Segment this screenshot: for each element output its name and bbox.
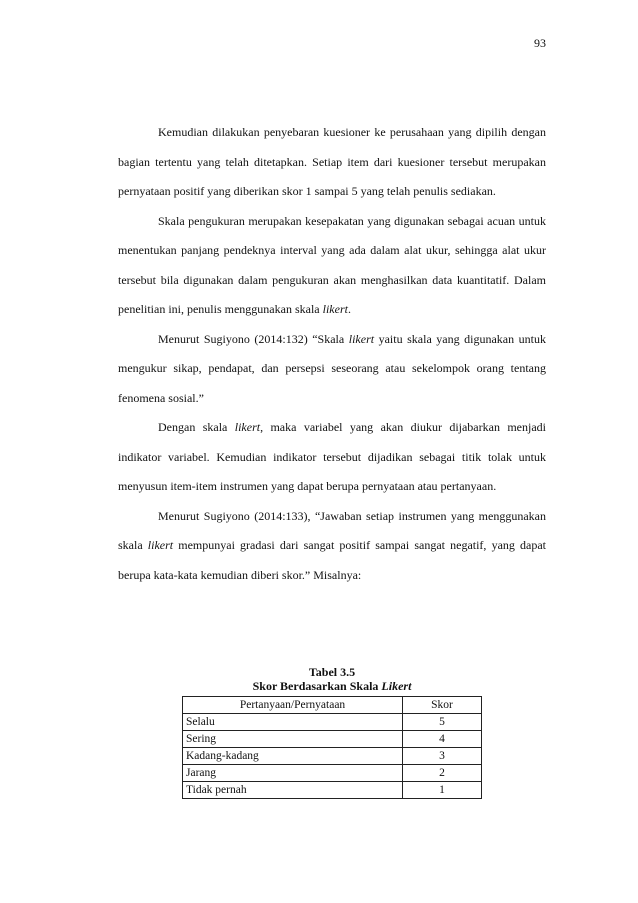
italic-term: likert bbox=[147, 538, 174, 552]
paragraph bbox=[118, 502, 546, 591]
paragraph-text: Menurut Sugiyono (2014:132) “Skala bbox=[158, 331, 349, 346]
paragraph-text: mempunyai gradasi dari sangat positif sampai sangat negatif, yang dapat berupa kata-kata kemudian diberi skor.” Misalnya: bbox=[118, 538, 547, 582]
paragraph bbox=[118, 118, 546, 207]
table-row bbox=[183, 714, 482, 731]
score-cell: 5 bbox=[403, 714, 482, 731]
body-text bbox=[118, 118, 546, 590]
paragraph bbox=[118, 413, 546, 502]
score-cell: 1 bbox=[403, 782, 482, 799]
header-response: Pertanyaan/Pernyataan bbox=[183, 697, 403, 714]
response-cell: Selalu bbox=[183, 714, 403, 731]
paragraph-text: . bbox=[347, 302, 351, 316]
italic-term: likert bbox=[322, 302, 348, 316]
paragraph-text: Kemudian dilakukan penyebaran kuesioner ke perusahaan yang dipilih dengan bagian tertentu yang telah ditetapkan. Setiap item dari kuesioner tersebut merupakan pernyataan positif yang diberikan skor 1 sampai 5 yang telah penulis sediakan. bbox=[118, 125, 546, 198]
paragraph-text: yaitu skala yang digunakan untuk mengukur sikap, pendapat, dan persepsi seseorang atau sekelompok orang tentang fenomena sosial.” bbox=[118, 331, 546, 405]
table-row bbox=[183, 782, 482, 799]
paragraph-text: Menurut Sugiyono (2014:133), “Jawaban setiap instrumen yang menggunakan skala bbox=[118, 508, 546, 552]
table-body bbox=[183, 714, 482, 799]
italic-term: likert bbox=[348, 331, 375, 346]
paragraph bbox=[118, 207, 546, 325]
likert-score-table bbox=[182, 696, 482, 799]
page-number: 93 bbox=[534, 36, 546, 50]
table-row bbox=[183, 765, 482, 782]
response-cell: Kadang-kadang bbox=[183, 748, 403, 765]
response-cell: Jarang bbox=[183, 765, 403, 782]
table-caption-subtitle bbox=[118, 680, 546, 693]
table-row bbox=[183, 748, 482, 765]
paragraph-text: Skala pengukuran merupakan kesepakatan yang digunakan sebagai acuan untuk menentukan panjang pendeknya interval yang ada dalam alat ukur, sehingga alat ukur tersebut bila digunakan dalam pengukuran akan menghasilkan data kuantitatif. Dalam penelitian ini, penulis menggunakan skala bbox=[118, 213, 546, 316]
italic-term: likert bbox=[234, 420, 261, 434]
table-caption-subtitle-text: Skor Berdasarkan Skala bbox=[252, 679, 382, 693]
score-cell: 4 bbox=[403, 731, 482, 748]
paragraph bbox=[118, 325, 546, 414]
paragraph-text: Dengan skala bbox=[158, 420, 235, 434]
score-cell: 3 bbox=[403, 748, 482, 765]
score-cell: 2 bbox=[403, 765, 482, 782]
header-score: Skor bbox=[403, 697, 482, 714]
response-cell: Tidak pernah bbox=[183, 782, 403, 799]
table-caption-subtitle-italic: Likert bbox=[381, 679, 412, 693]
table-row bbox=[183, 731, 482, 748]
table-caption-title: Tabel 3.5 bbox=[308, 665, 356, 679]
paragraph-text: , maka variabel yang akan diukur dijabarkan menjadi indikator variabel. Kemudian indikator tersebut dijadikan sebagai titik tolak untuk menyusun item-item instrumen yang dapat berupa pernyataan atau pertanyaan. bbox=[118, 420, 546, 493]
response-cell: Sering bbox=[183, 731, 403, 748]
table-header-row bbox=[183, 697, 482, 714]
